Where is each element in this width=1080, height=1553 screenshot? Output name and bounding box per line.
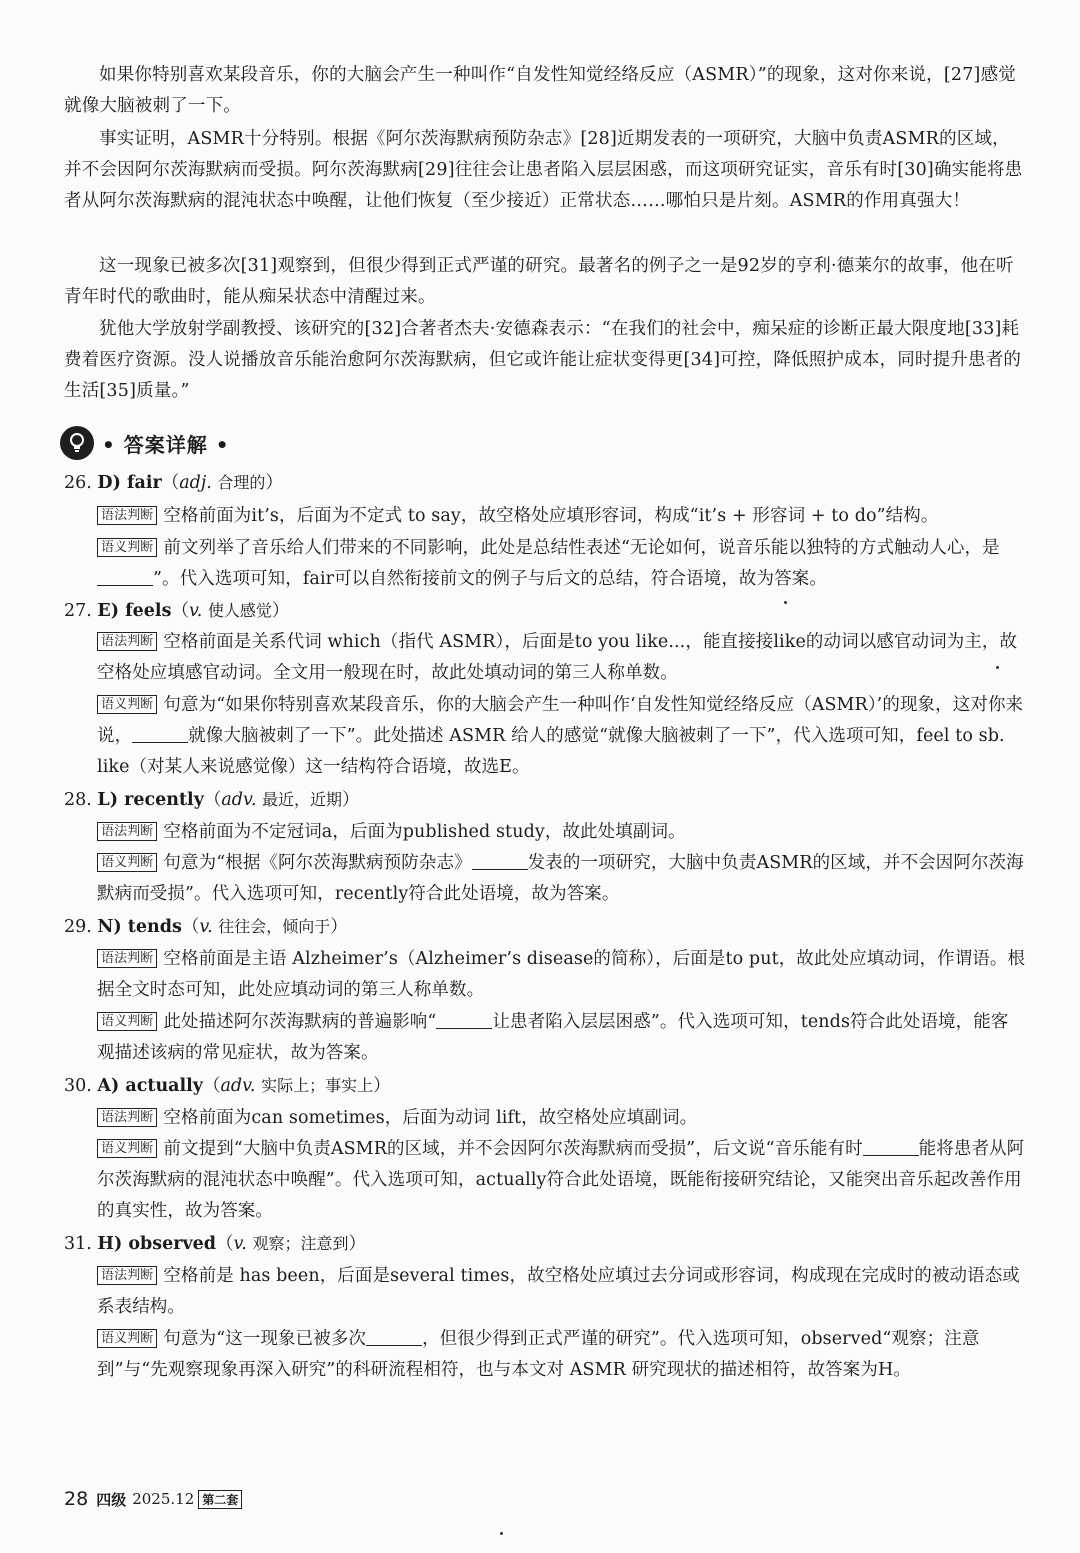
grammar-tag: 语法判断 bbox=[97, 1108, 157, 1127]
answer-section-header bbox=[60, 425, 230, 461]
answer-blank bbox=[863, 1137, 919, 1156]
grammar-tag: 语法判断 bbox=[97, 822, 157, 841]
answer-blank bbox=[436, 1010, 492, 1029]
section-title: • 答案详解 • bbox=[102, 432, 230, 457]
lightbulb-icon bbox=[60, 426, 94, 460]
print-speck bbox=[500, 1532, 503, 1535]
edition-badge: 第二套 bbox=[198, 1490, 242, 1509]
semantic-tag: 语义判断 bbox=[97, 1329, 157, 1348]
semantic-explanation: 语义判断 句意为“如果你特别喜欢某段音乐，你的大脑会产生一种叫作‘自发性知觉经络反应（ASMR）’的现象，这对你来说， 就像大脑被刺了一下”。此处描述 ASMR 给人的感觉“就像大脑被刺了一下”，代入选项可知，feel to sb. like（对某人来说感觉像）这一结构符合语境，故选E。 bbox=[97, 695, 1024, 777]
semantic-explanation: 语义判断 此处描述阿尔茨海默病的普遍影响“ 让患者陷入层层困惑”。代入选项可知，tends符合此处语境，能客观描述该病的常见症状，故为答案。 bbox=[97, 1012, 1009, 1063]
semantic-explanation: 语义判断 前文提到“大脑中负责ASMR的区域，并不会因阿尔茨海默病而受损”，后文说“音乐能有时 能将患者从阿尔茨海默病的混沌状态中唤醒”。代入选项可知，actually符合此处语境，既能衔接研究结论，又能突出音乐起改善作用的真实性，故为答案。 bbox=[97, 1139, 1025, 1221]
answer-blank bbox=[97, 567, 153, 586]
answer-blank bbox=[472, 851, 528, 870]
semantic-tag: 语义判断 bbox=[97, 695, 157, 714]
grammar-explanation: 语法判断 空格前面为不定冠词a，后面为published study，故此处填副词。 bbox=[97, 817, 1026, 848]
semantic-tag: 语义判断 bbox=[97, 538, 157, 557]
passage-paragraph: 犹他大学放射学副教授、该研究的[32]合著者杰夫·安德森表示：“在我们的社会中，痴呆症的诊断正最大限度地[33]耗费着医疗资源。没人说播放音乐能治愈阿尔茨海默病，但它或许能让症状变得更[34]可控，降低照护成本，同时提升患者的生活[35]质量。” bbox=[64, 319, 1022, 401]
answer-heading: 27. E) feels（v. 使人感觉） bbox=[64, 601, 290, 621]
issue-date: 2025.12 bbox=[132, 1490, 195, 1508]
semantic-explanation: 语义判断 前文列举了音乐给人们带来的不同影响，此处是总结性表述“无论如何，说音乐能以独特的方式触动人心，是”。代入选项可知，fair可以自然衔接前文的例子与后文的总结，符合语境，故为答案。 bbox=[97, 533, 1026, 595]
exam-level: 四级 bbox=[96, 1490, 127, 1509]
semantic-tag: 语义判断 bbox=[97, 853, 157, 872]
grammar-tag: 语法判断 bbox=[97, 632, 157, 651]
semantic-explanation: 语义判断 句意为“这一现象已被多次 ，但很少得到正式严谨的研究”。代入选项可知，observed“观察；注意到”与“先观察现象再深入研究”的科研流程相符，也与本文对 ASMR 研究现状的描述相符，故答案为H。 bbox=[97, 1329, 980, 1380]
answer-heading: 31. H) observed（v. 观察；注意到） bbox=[64, 1234, 366, 1254]
answer-heading: 26. D) fair（adj. 合理的） bbox=[64, 473, 283, 493]
grammar-explanation: 语法判断 空格前面为can sometimes，后面为动词 lift，故空格处应填副词。 bbox=[97, 1103, 1026, 1134]
page-number: 28 bbox=[64, 1488, 89, 1510]
print-speck bbox=[784, 601, 787, 604]
grammar-explanation: 语法判断 空格前是 has been，后面是several times，故空格处应填过去分词或形容词，构成现在完成时的被动语态或系表结构。 bbox=[97, 1266, 1020, 1317]
semantic-explanation: 语义判断 句意为“根据《阿尔茨海默病预防杂志》 发表的一项研究，大脑中负责ASMR的区域，并不会因阿尔茨海默病而受损”。代入选项可知，recently符合此处语境，故为答案。 bbox=[97, 853, 1024, 904]
passage-paragraph: 如果你特别喜欢某段音乐，你的大脑会产生一种叫作“自发性知觉经络反应（ASMR）”的现象，这对你来说，[27]感觉就像大脑被刺了一下。 bbox=[64, 65, 1016, 116]
passage-paragraph: 这一现象已被多次[31]观察到，但很少得到正式严谨的研究。最著名的例子之一是92岁的亨利·德莱尔的故事，他在听青年时代的歌曲时，能从痴呆状态中清醒过来。 bbox=[64, 256, 1014, 307]
grammar-explanation: 语法判断 空格前面为it’s，后面为不定式 to say，故空格处应填形容词，构成“it’s + 形容词 + to do”结构。 bbox=[97, 501, 1026, 532]
grammar-tag: 语法判断 bbox=[97, 1266, 157, 1285]
grammar-tag: 语法判断 bbox=[97, 949, 157, 968]
passage-paragraph: 事实证明，ASMR十分特别。根据《阿尔茨海默病预防杂志》[28]近期发表的一项研究，大脑中负责ASMR的区域，并不会因阿尔茨海默病而受损。阿尔茨海默病[29]往往会让患者陷入层层困惑，而这项研究证实，音乐有时[30]确实能将患者从阿尔茨海默病的混沌状态中唤醒，让他们恢复（至少接近）正常状态……哪怕只是片刻。ASMR的作用真强大！ bbox=[64, 129, 1023, 211]
print-speck bbox=[996, 666, 999, 669]
answer-heading: 28. L) recently（adv. 最近，近期） bbox=[64, 790, 360, 810]
answer-blank bbox=[366, 1327, 422, 1346]
answer-heading: 29. N) tends（v. 往往会，倾向于） bbox=[64, 917, 348, 937]
semantic-tag: 语义判断 bbox=[97, 1012, 157, 1031]
page-footer bbox=[64, 1488, 242, 1510]
grammar-tag: 语法判断 bbox=[97, 506, 157, 525]
grammar-explanation: 语法判断 空格前面是关系代词 which（指代 ASMR），后面是to you like...，能直接接like的动词以感官动词为主，故空格处应填感官动词。全文用一般现在时，故此处填动词的第三人称单数。 bbox=[97, 632, 1018, 683]
answer-blank bbox=[132, 724, 188, 743]
semantic-tag: 语义判断 bbox=[97, 1139, 157, 1158]
grammar-explanation: 语法判断 空格前面是主语 Alzheimer’s（Alzheimer’s disease的简称），后面是to put，故此处应填动词，作谓语。根据全文时态可知，此处应填动词的第三人称单数。 bbox=[97, 949, 1026, 1000]
answer-heading: 30. A) actually（adv. 实际上；事实上） bbox=[64, 1076, 391, 1096]
